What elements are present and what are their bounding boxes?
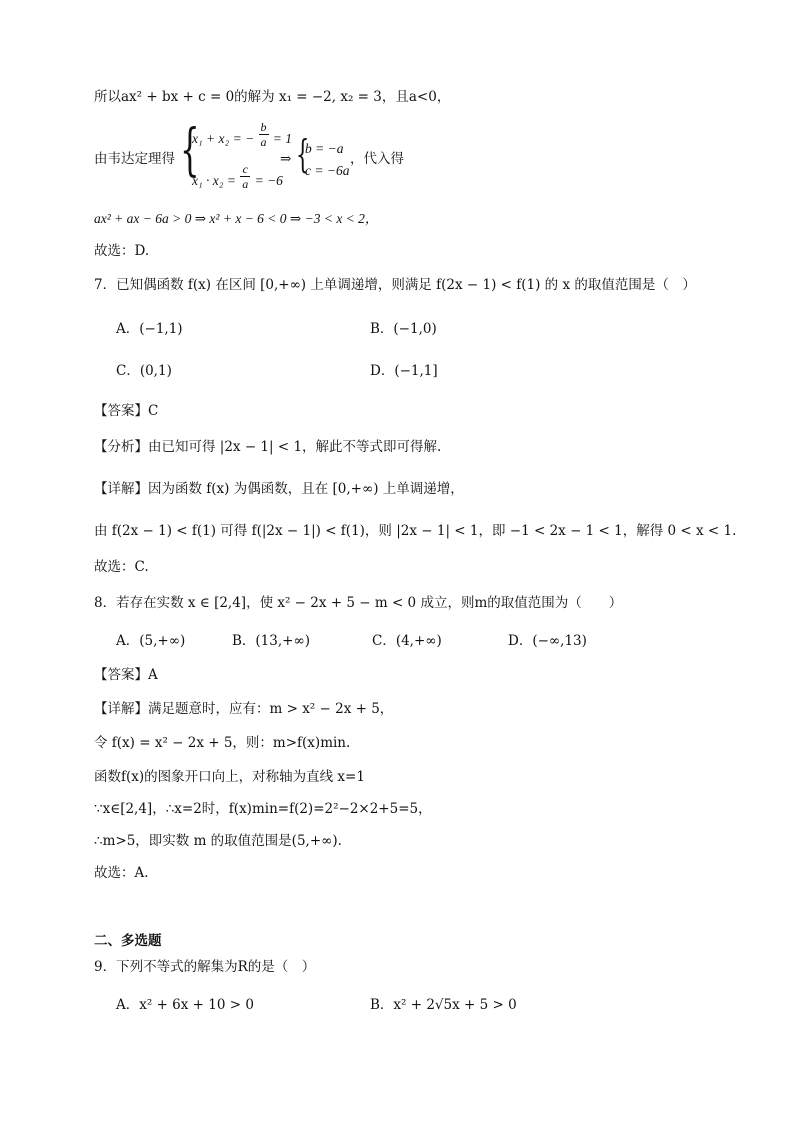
detail-text: 满足题意时，应有：m > x² − 2x + 5， [148, 701, 394, 717]
q8-choose: 故选：A. [94, 865, 149, 881]
substitute-text: ，代入得 [350, 151, 404, 167]
section-heading: 二、多选题 [94, 933, 162, 949]
q7-stem: 7．已知偶函数 f(x) 在区间 [0,+∞) 上单调递增，则满足 f(2x − 1) < f(1) 的 x 的取值范围是（ ） [94, 277, 696, 293]
q9-option-a: A．x² + 6x + 10 > 0 [116, 997, 254, 1013]
q8-option-b: B．(13,+∞) [232, 633, 310, 649]
answer-value: C [148, 403, 159, 419]
analysis-text: 由已知可得 |2x − 1| < 1，解此不等式即可得解. [148, 439, 442, 455]
result-eq-2: c = −6a [305, 163, 350, 178]
answer-tag: 【答案】 [94, 403, 148, 419]
choose-d: 故选：D. [94, 243, 150, 259]
system-eq-1: x₁ + x₂ = − $\frac{b}{a}$ = 1 [192, 120, 293, 149]
left-brace-2: { [296, 132, 310, 176]
q7-answer [94, 402, 158, 420]
solution-line-3: ax² + ax − 6a > 0 ⇒ x² + x − 6 < 0 ⇒ −3 < x < 2， [94, 211, 379, 226]
q8-answer [94, 666, 158, 684]
q8-option-c: C．(4,+∞) [372, 633, 442, 649]
result-eq-1: b = −a [305, 141, 344, 156]
detail-tag: 【详解】 [94, 481, 148, 497]
answer-value: A [148, 667, 158, 683]
q8-detail-2: 令 f(x) = x² − 2x + 5，则：m>f(x)min. [94, 735, 351, 751]
q8-detail-3: 函数f(x)的图象开口向上，对称轴为直线 x=1 [94, 769, 365, 785]
q7-option-a: A．(−1,1) [116, 321, 183, 337]
q7-option-c: C．(0,1) [116, 363, 172, 379]
q8-detail-5: ∴m>5，即实数 m 的取值范围是(5,+∞). [94, 833, 342, 849]
detail-text: 因为函数 f(x) 为偶函数，且在 [0,+∞) 上单调递增， [148, 481, 464, 497]
q9-stem: 9．下列不等式的解集为R的是（ ） [94, 959, 316, 975]
q7-option-b: B．(−1,0) [370, 321, 437, 337]
implies-arrow: ⇒ [280, 151, 292, 167]
q8-option-a: A．(5,+∞) [116, 633, 186, 649]
left-brace-1: { [180, 118, 200, 183]
q9-option-b: B．x² + 2√5x + 5 > 0 [370, 997, 517, 1013]
answer-tag: 【答案】 [94, 667, 148, 683]
analysis-tag: 【分析】 [94, 439, 148, 455]
q7-choose: 故选：C. [94, 559, 149, 575]
q8-detail-1 [94, 700, 393, 718]
q7-analysis [94, 438, 441, 456]
q8-option-d: D．(−∞,13) [508, 633, 587, 649]
q8-stem: 8．若存在实数 x ∈ [2,4]，使 x² − 2x + 5 − m < 0 成立，则m的取值范围为（ ） [94, 595, 623, 611]
q7-detail-2: 由 f(2x − 1) < f(1) 可得 f(|2x − 1|) < f(1)，则 |2x − 1| < 1，即 −1 < 2x − 1 < 1，解得 0 < x < 1. [94, 523, 737, 539]
solution-line-1: 所以ax² + bx + c = 0的解为 x₁ = −2, x₂ = 3，且a<0， [94, 89, 451, 105]
system-eq-2: x₁ · x₂ = $\frac{c}{a}$ = −6 [192, 162, 283, 191]
q8-detail-4: ∵x∈[2,4]，∴x=2时，f(x)min=f(2)=2²−2×2+5=5， [94, 801, 432, 817]
vieta-label: 由韦达定理得 [94, 151, 175, 167]
detail-tag: 【详解】 [94, 701, 148, 717]
q7-detail-1 [94, 480, 464, 498]
q7-option-d: D．(−1,1] [370, 363, 438, 379]
